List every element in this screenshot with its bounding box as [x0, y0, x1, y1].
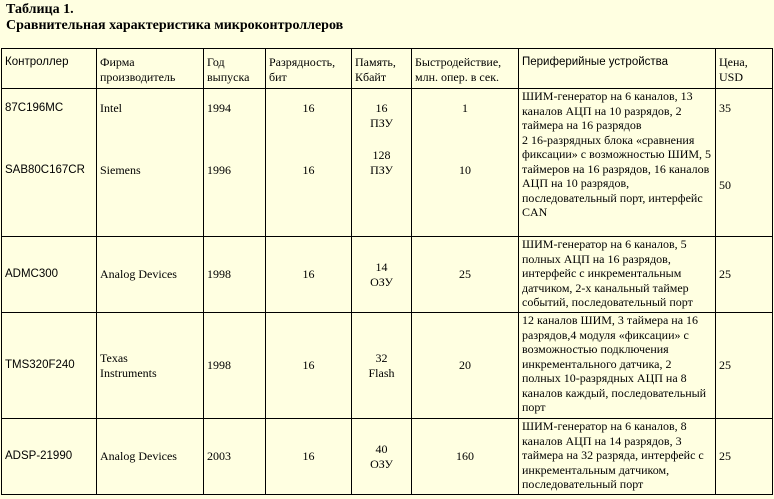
vendor-name: Intel: [100, 101, 122, 115]
memory-type: Flash: [368, 365, 395, 380]
speed-value: 10: [459, 162, 471, 177]
memory-type: ОЗУ: [370, 456, 393, 471]
peripherals-cell: 12 каналов ШИМ, 3 таймера на 16 разрядов,4 модуля «фиксации» с возможностью подключения инкрементального датчика, 2 полных 10-разрядных АЦП на 8 каналов каждый, последовательный порт: [519, 313, 716, 419]
memory-cell: [352, 89, 412, 237]
price-value: 35: [719, 101, 731, 115]
memory-type: ПЗУ: [370, 115, 393, 130]
bits-cell: [266, 89, 352, 237]
header-memory: Память, Кбайт: [352, 49, 412, 89]
price-cell: 25: [716, 237, 773, 313]
memory-type: ПЗУ: [370, 162, 393, 177]
bits-value: 16: [302, 162, 315, 177]
table-title: Сравнительная характеристика микроконтроллеров: [6, 18, 344, 33]
controller-cell: [2, 89, 97, 237]
header-controller: Контроллер: [2, 49, 97, 89]
year-value: 1994: [207, 101, 231, 115]
peripherals-cell: [519, 89, 716, 237]
bits-cell: 16: [266, 313, 352, 419]
vendor-cell: [97, 313, 204, 419]
controller-cell: ADMC300: [2, 237, 97, 313]
header-bits: Разрядность, бит: [266, 49, 352, 89]
price-cell: 25: [716, 313, 773, 419]
vendor-name: Siemens: [100, 162, 141, 177]
header-peripherals: Периферийные устройства: [519, 49, 716, 89]
memory-cell: [352, 419, 412, 495]
table-row: [2, 419, 773, 495]
controller-name: SAB80C167CR: [5, 163, 85, 176]
memory-type: ОЗУ: [370, 274, 393, 289]
bits-value: 16: [302, 101, 315, 115]
peripherals-cell: ШИМ-генератор на 6 каналов, 5 полных АЦП на 16 разрядов, интерфейс с инкрементальным датчиком, 2-х канальный таймер событий, последовательный порт: [519, 237, 716, 313]
year-cell: 2003: [204, 419, 266, 495]
table-caption: [6, 2, 343, 34]
bits-cell: 16: [266, 419, 352, 495]
vendor-cell: [97, 89, 204, 237]
header-year: Год выпуска: [204, 49, 266, 89]
memory-size: 32: [375, 351, 388, 365]
table-number: Таблица 1.: [6, 2, 74, 17]
price-cell: [716, 89, 773, 237]
vendor-name: Texas Instruments: [100, 351, 157, 380]
controller-name: 87C196MC: [5, 102, 64, 114]
year-cell: 1998: [204, 313, 266, 419]
vendor-cell: Analog Devices: [97, 419, 204, 495]
year-cell: [204, 89, 266, 237]
table-row: [2, 313, 773, 419]
year-value: 1996: [207, 162, 231, 177]
memory-cell: [352, 237, 412, 313]
header-price: Цена, USD: [716, 49, 773, 89]
header-vendor: Фирма производитель: [97, 49, 204, 89]
price-value: 50: [719, 177, 731, 192]
memory-size: 40: [375, 442, 388, 456]
microcontroller-comparison-table: [1, 48, 773, 495]
peripherals-text: 2 16-разрядных блока «сравнения фиксации» с возможностью ШИМ, 5 таймеров на 16 разрядов, 16 каналов АЦП на 10 разрядов, последовательный порт, интерфейс CAN: [522, 132, 712, 219]
memory-size: 14: [375, 260, 388, 274]
speed-cell: 160: [412, 419, 519, 495]
vendor-cell: Analog Devices: [97, 237, 204, 313]
speed-cell: 20: [412, 313, 519, 419]
bits-cell: 16: [266, 237, 352, 313]
header-row: [2, 49, 773, 89]
price-cell: 25: [716, 419, 773, 495]
peripherals-cell: ШИМ-генератор на 6 каналов, 8 каналов АЦП на 14 разрядов, 3 таймера на 32 разряда, интерфейс с инкрементальным датчиком, последовательный порт: [519, 419, 716, 495]
table-row: [2, 89, 773, 237]
peripherals-text: ШИМ-генератор на 6 каналов, 13 каналов АЦП на 10 разрядов, 2 таймера на 16 разрядов: [522, 89, 693, 132]
controller-cell: TMS320F240: [2, 313, 97, 419]
speed-cell: [412, 89, 519, 237]
table-row: [2, 237, 773, 313]
memory-size: 128: [372, 148, 391, 162]
year-cell: 1998: [204, 237, 266, 313]
controller-cell: ADSP-21990: [2, 419, 97, 495]
header-speed: Быстродействие, млн. опер. в сек.: [412, 49, 519, 89]
speed-value: 1: [462, 101, 468, 115]
memory-cell: [352, 313, 412, 419]
memory-size: 16: [375, 101, 388, 115]
speed-cell: 25: [412, 237, 519, 313]
